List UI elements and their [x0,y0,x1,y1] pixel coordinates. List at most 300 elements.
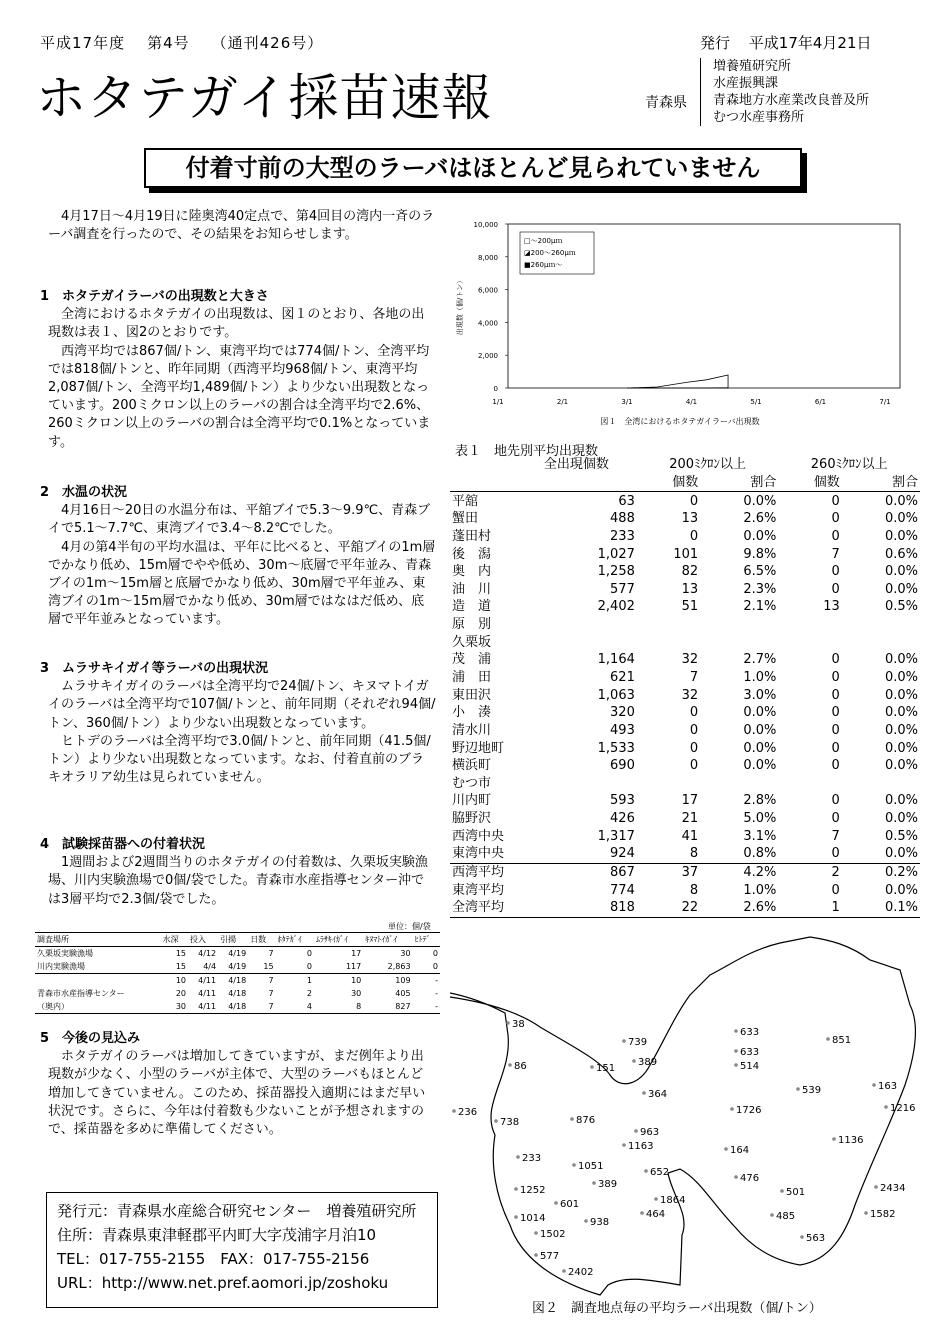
cell-location: 原 別 [452,617,492,633]
station-label: 233 [522,1153,542,1164]
station-label: 739 [628,1037,648,1048]
cell-value: 7 [689,670,699,685]
x-tick-label: 6/1 [814,398,827,406]
cell-value: 0 [432,962,438,971]
cell-value: 0 [831,846,840,862]
station-label: 163 [878,1081,898,1092]
table-row [450,598,920,616]
cell-value: 32 [681,687,699,703]
header-cell: ﾎﾀﾃｶﾞｲ [277,935,302,944]
cell-value: 0 [831,722,840,738]
cell-value: 22 [681,900,699,916]
station-marker [554,1201,558,1205]
cell-location: 平舘 [452,493,479,509]
cell-value: 0 [831,670,840,685]
cell-value: 4/18 [228,976,247,985]
header-cell: 引揚 [220,935,237,944]
cell-location: 蟹田 [452,511,479,527]
station-label: 151 [596,1063,616,1074]
table-row [450,881,920,899]
cell-value: 7 [268,976,274,985]
station-label: 476 [740,1173,760,1184]
series-area [627,375,728,388]
station-label: 539 [802,1085,822,1096]
cell-location: むつ市 [452,775,492,791]
station-label: 601 [560,1199,580,1210]
table-row [450,580,920,598]
table-row [450,775,920,793]
legend-entry: □～200μｍ [524,237,563,245]
org-item: 水産振興課 [713,76,779,91]
table-subheader-row [450,474,920,492]
cell-value [842,616,920,634]
section-3 [40,660,436,787]
coastline [450,937,915,1295]
table-row [450,633,920,651]
cell-value: 7 [268,949,274,958]
station-marker [724,1147,728,1151]
cell-value: 1,027 [597,546,635,562]
cell-value: 0.0% [884,882,918,898]
legend-entry: ■260μｍ～ [524,261,563,269]
station-marker [514,1187,518,1191]
cell-value: 0 [689,705,699,721]
cell-value: 0.0% [884,670,918,685]
cell-value: 0.0% [884,564,918,580]
station-marker [508,1063,512,1067]
cell-value: 0.1% [884,900,918,916]
cell-value: 493 [610,722,635,738]
cell-value: 0 [831,740,840,756]
header-cell: 日数 [250,935,267,944]
table-row [450,616,920,634]
cell-value: 924 [610,846,635,862]
cell-value: 0.0% [743,758,777,774]
issue-info [40,32,345,53]
cell-value: 101 [673,546,699,562]
y-axis-label: 出現数（個/トン） [456,276,464,336]
y-tick-label: 8,000 [477,253,498,262]
table-row [450,563,920,581]
cell-value: 4/19 [228,962,247,971]
table-row [450,899,920,917]
cell-value: 4/19 [228,949,247,958]
station-marker [534,1231,538,1235]
station-label: 485 [776,1211,796,1222]
cell-value [700,616,778,634]
cell-value: 0.6% [884,546,918,562]
x-tick-label: 7/1 [879,398,891,406]
station-marker [634,1129,638,1133]
station-marker [506,1021,510,1025]
cell-value: 621 [610,670,635,685]
cell-value [637,775,700,793]
section-5 [40,1030,436,1139]
footer-address: 住所：青森県東津軽郡平内町大字茂浦字月泊10 [57,1226,377,1244]
station-label: 1014 [520,1213,546,1224]
table-row [450,863,920,881]
station-label: 633 [740,1047,760,1058]
station-label: 1051 [578,1161,604,1172]
station-label: 86 [514,1061,527,1072]
cell-value: 0.0% [743,705,777,721]
table-row [450,739,920,757]
cell-value: 0 [689,528,699,544]
station-marker [516,1155,520,1159]
station-marker [534,1253,538,1257]
station-label: 652 [650,1167,670,1178]
cell-value: 0 [831,581,840,597]
cell-value: 0 [831,493,840,509]
cell-value: 0 [831,705,840,721]
section-heading: 3 ムラサキイガイ等ラーバの出現状況 [40,661,269,676]
cell-value: 0 [831,793,840,809]
map-svg [450,935,930,1305]
cell-value: 0 [689,722,699,738]
cell-location: 清水川 [452,722,492,738]
cell-value: 63 [618,493,635,509]
table-row [450,704,920,722]
cell-value: 0 [831,528,840,544]
cell-value: 久栗坂実験漁場 [37,949,93,958]
regional-table [450,456,920,918]
cell-value: 0 [306,949,312,958]
table-row [450,845,920,863]
section-paragraph: 4月の第4半旬の平均水温は、平年に比べると、平舘ブイの1m層でかなり低め、15m層でやや低め、30m～底層で平年並み、青森ブイの1m～15m層と底層でかなり低め、30m層で平年並み、東湾ブイの1m～15m層でかなり低め、30m層ではなはだ低め、底層で平年並みとなっています。 [48,539,436,628]
cell-value: 0.0% [884,493,918,509]
cell-value: 4/12 [198,949,217,958]
station-marker [570,1117,574,1121]
station-label: 1864 [660,1195,686,1206]
intro-paragraph: 4月17日～4月19日に陸奥湾40定点で、第4回目の湾内一斉のラーバ調査を行ったので、その結果をお知らせします。 [48,209,435,243]
cell-value: - [435,1002,438,1011]
cell-value: 4/11 [198,976,217,985]
section-paragraph: 1週間および2週間当りのホタテガイの付着数は、久栗坂実験漁場、川内実験漁場で0個/袋でした。青森市水産指導センター沖では3層平均で2.3個/袋でした。 [48,855,428,907]
cell-value: - [435,989,438,998]
org-item: 青森地方水産業改良普及所 [713,93,870,108]
cell-value: 2.7% [743,652,777,668]
cell-value: 7 [268,1002,274,1011]
cell-value: 2.3% [743,581,777,597]
larvae-chart [450,212,920,444]
cell-value: 405 [395,989,411,998]
table-row [450,722,920,740]
cell-value: 0 [831,687,840,703]
cell-location: 東湾中央 [452,846,505,862]
cell-location: 後 潟 [452,546,492,562]
table-row [450,545,920,563]
table-row [35,947,440,961]
cell-value: 0 [831,882,840,898]
cell-value: 17 [681,793,699,809]
station-label: 2402 [568,1267,594,1278]
cell-value: 0 [689,740,699,756]
cell-location: 蓬田村 [452,528,492,544]
attachment-table [35,932,440,1014]
header-ratio: 割合 [891,474,918,490]
cell-value: 0 [831,511,840,527]
cell-value [842,633,920,651]
cell-value: 577 [610,581,635,597]
station-label: 851 [832,1035,852,1046]
station-label: 389 [638,1057,658,1068]
station-marker [734,1029,738,1033]
cell-value: 0.5% [884,828,918,844]
header-cell: ﾋﾄﾃﾞ [414,935,431,944]
section-heading: 1 ホタテガイラーバの出現数と大きさ [40,289,269,304]
legend-entry: ◪200～260μｍ [524,249,576,257]
header-cell: ﾑﾗｻｷｲｶﾞｲ [315,935,348,944]
cell-value: 青森市水産指導センター [37,989,125,998]
station-marker [452,1109,456,1113]
cell-value: 1,164 [597,652,635,668]
station-marker [826,1037,830,1041]
cell-value [842,775,920,793]
cell-value: 6.5% [743,564,777,580]
station-label: 876 [576,1115,596,1126]
cell-value: 774 [610,882,635,898]
cell-value: 17 [351,949,362,958]
station-marker [770,1213,774,1217]
cell-value: 4/4 [203,962,217,971]
station-marker [734,1063,738,1067]
table-row [450,757,920,775]
cell-value: 1,317 [597,828,635,844]
cell-value: 867 [610,865,635,881]
header-260: 260ﾐｸﾛﾝ以上 [810,457,888,473]
cell-value: 320 [610,705,635,721]
cell-value: 0 [831,758,840,774]
header-200: 200ﾐｸﾛﾝ以上 [669,457,747,473]
station-label: 1502 [540,1229,566,1240]
cell-value: 0 [689,758,699,774]
station-marker [640,1211,644,1215]
cell-value: 0.0% [884,528,918,544]
cell-value: 1 [831,900,840,916]
station-marker [562,1269,566,1273]
org-item: むつ水産事務所 [713,110,805,125]
cell-value [778,616,841,634]
y-tick-label: 4,000 [477,319,498,328]
cell-value: 20 [175,989,186,998]
section-paragraph: ホタテガイのラーバは増加してきていますが、まだ例年より出現数が少なく、小型のラーバが主体で、大型のラーバもほとんど増加してきていません。このため、採苗器投入適期にはまだ早い状況です。さらに、今年は付着数も少ないことが予想されますので、採苗器を多めに準備してください。 [48,1049,426,1138]
table-row [35,987,440,1000]
cell-location: 東田沢 [452,687,492,703]
header-cell: 投入 [190,935,206,944]
footer-url[interactable]: URL：http://www.net.pref.aomori.jp/zoshoku [57,1274,389,1292]
table-row [450,810,920,828]
cell-value: 82 [681,564,699,580]
cell-location: 西湾中央 [452,828,505,844]
org-list [700,58,913,126]
station-marker [622,1143,626,1147]
footer-box [46,1192,438,1308]
cell-value: 30 [351,989,362,998]
cell-value: 4/18 [228,1002,247,1011]
table-row [450,528,920,546]
station-marker [872,1083,876,1087]
cell-value: 0.0% [743,722,777,738]
cell-value: 0.0% [884,722,918,738]
cell-value: 2 [306,989,312,998]
table2-unit: 単位：個/袋 [388,922,431,931]
chart-svg [450,212,920,444]
cell-location: 茂 浦 [452,652,492,668]
station-marker [494,1119,498,1123]
y-tick-label: 0 [493,385,498,393]
issue-total: （通刊426号） [211,34,324,52]
cell-value: 8 [689,846,699,862]
section-heading: 5 今後の見込み [40,1031,141,1046]
cell-value: 7 [831,546,840,562]
header-count: 個数 [672,474,699,490]
table-row [35,974,440,988]
cell-value: 4/18 [228,989,247,998]
cell-value: 0 [831,652,840,668]
y-tick-label: 10,000 [473,221,498,229]
cell-location: 西湾平均 [452,865,505,881]
station-label: 1582 [870,1209,896,1220]
cell-value: 32 [681,652,699,668]
intro-text [48,208,444,244]
section-paragraph: 4月16日～20日の水温分布は、平舘ブイで5.3～9.9℃、青森ブイで5.1～7.7℃、東湾ブイで3.4～8.2℃でした。 [48,503,431,537]
cell-value: 21 [681,811,699,827]
cell-value: 3.1% [743,828,777,844]
cell-value: 4/11 [198,1002,217,1011]
station-marker [780,1189,784,1193]
table-row [450,492,920,510]
cell-value: 0 [306,962,312,971]
station-label: 938 [590,1217,610,1228]
table-header-row [35,933,440,947]
station-label: 236 [458,1107,478,1118]
station-label: 633 [740,1027,760,1038]
cell-value: （奥内） [37,1002,69,1011]
station-marker [884,1105,888,1109]
cell-value: 426 [610,811,635,827]
headline-box: 付着寸前の大型のラーバはほとんど見られていません [144,148,802,188]
cell-value: 0.2% [884,865,918,881]
cell-location: 小 湊 [452,705,492,721]
table-header-row [450,456,920,474]
cell-value: 0.0% [884,705,918,721]
cell-value [700,633,778,651]
cell-value: 1,258 [597,564,635,580]
cell-value: 0.0% [884,793,918,809]
cell-value: 818 [610,900,635,916]
cell-value [516,633,637,651]
cell-value: 0.0% [884,740,918,756]
header-cell: 水深 [162,935,179,944]
issue-no: 第4号 [147,34,190,52]
station-marker [654,1197,658,1201]
footer-tel-fax: TEL：017-755-2155 FAX：017-755-2156 [57,1250,370,1268]
cell-value: 0 [432,949,438,958]
cell-value: 5.0% [743,811,777,827]
cell-value: 1 [306,976,312,985]
cell-value: 0.0% [884,811,918,827]
station-label: 577 [540,1251,560,1262]
cell-value: 2.6% [743,511,777,527]
station-marker [514,1215,518,1219]
section-heading: 4 試験採苗器への付着状況 [40,837,206,852]
section-paragraph: 西湾平均では867個/トン、東湾平均では774個/トン、全湾平均では818個/トンと、昨年同期（西湾平均968個/トン、東湾平均2,087個/トン、全湾平均1,489個/トン）より少ない出現数となっています。200ミクロン以上のラーバの割合は全湾平均で2.6%、260ミクロン以上のラーバの割合は全湾平均で0.1%となっています。 [48,343,431,450]
header-total: 全出現個数 [543,457,609,473]
section-heading: 2 水温の状況 [40,485,128,500]
publish-info [700,32,872,53]
station-marker [584,1219,588,1223]
header-ratio: 割合 [750,474,777,490]
publish-label: 発行 [700,34,731,52]
cell-value: 13 [823,599,840,615]
cell-value: 10 [175,976,186,985]
map-caption: 図２ 調査地点毎の平均ラーバ出現数（個/トン） [532,1301,822,1316]
station-label: 738 [500,1117,520,1128]
org-item: 増養殖研究所 [713,59,792,74]
cell-value: 0.8% [743,846,777,862]
cell-value [637,633,700,651]
table-row [450,792,920,810]
station-label: 1163 [628,1141,654,1152]
cell-value: 10 [351,976,362,985]
station-marker [644,1169,648,1173]
cell-value: 1.0% [743,670,777,685]
table-row [450,669,920,687]
cell-value [35,974,161,988]
station-label: 1252 [520,1185,546,1196]
cell-value [516,616,637,634]
table-row [35,1000,440,1014]
cell-value: - [435,976,438,985]
x-tick-label: 5/1 [750,398,762,406]
cell-value: 3.0% [743,687,777,703]
table-row [450,510,920,528]
cell-location: 浦 田 [452,670,492,685]
cell-value: 13 [681,581,699,597]
cell-value: 0.0% [884,846,918,862]
table-row [450,651,920,669]
cell-location: 川内町 [452,793,492,809]
page-title: ホタテガイ採苗速報 [36,69,493,127]
station-label: 1136 [838,1135,864,1146]
cell-value [637,616,700,634]
section-paragraph: 全湾におけるホタテガイの出現数は、図１のとおり、各地の出現数は表１、図2のとおりです。 [48,307,425,341]
cell-value [778,775,841,793]
station-label: 389 [598,1179,618,1190]
y-tick-label: 2,000 [477,352,498,361]
station-marker [572,1163,576,1167]
cell-value: 0.0% [884,581,918,597]
x-tick-label: 3/1 [621,398,633,406]
x-tick-label: 2/1 [556,398,569,406]
cell-value [516,775,637,793]
station-marker [590,1065,594,1069]
station-label: 1216 [890,1103,916,1114]
cell-location: 全湾平均 [452,900,505,916]
cell-value: 7 [831,828,840,844]
cell-value: 593 [610,793,635,809]
station-marker [864,1211,868,1215]
station-label: 963 [640,1127,660,1138]
station-marker [730,1107,734,1111]
cell-value: 0 [831,811,840,827]
cell-value: 2.6% [743,900,777,916]
cell-value: 2,863 [387,962,411,971]
station-label: 514 [740,1061,760,1072]
cell-value: 488 [610,511,635,527]
cell-value: 1,063 [597,687,635,703]
header-cell: ｷﾇﾏﾄｲｶﾞｲ [365,935,398,944]
